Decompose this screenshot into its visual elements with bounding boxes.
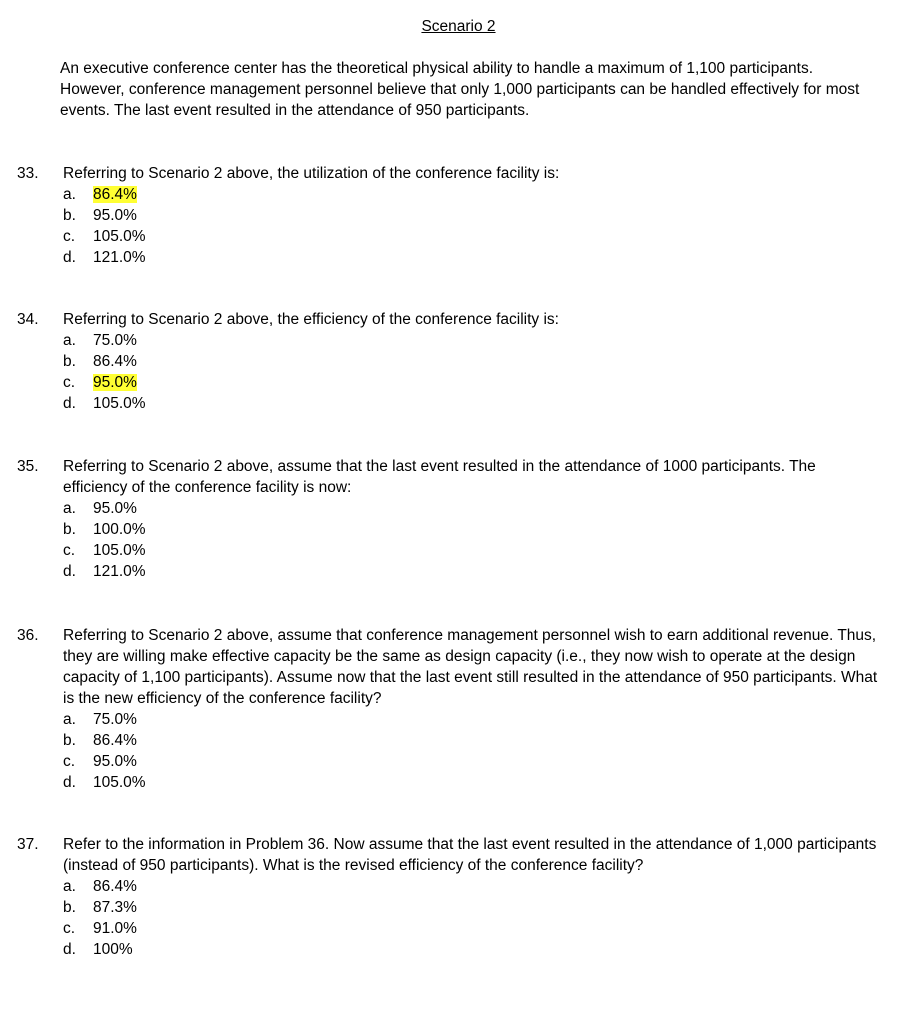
option-a	[63, 876, 897, 897]
option-text: 95.0%	[93, 207, 137, 224]
option-d	[63, 393, 897, 414]
option-a	[63, 709, 897, 730]
option-text: 75.0%	[93, 711, 137, 728]
option-text: 105.0%	[93, 228, 146, 245]
option-text: 95.0%	[93, 753, 137, 770]
option-letter: b.	[63, 353, 76, 370]
option-letter: b.	[63, 207, 76, 224]
option-letter: c.	[63, 228, 76, 245]
option-text: 86.4%	[93, 353, 137, 370]
option-letter: b.	[63, 732, 76, 749]
option-b	[63, 205, 897, 226]
option-b	[63, 351, 897, 372]
option-c	[63, 226, 897, 247]
question-37	[17, 834, 897, 960]
option-b	[63, 519, 897, 540]
option-letter: d.	[63, 774, 76, 791]
option-letter: d.	[63, 395, 76, 412]
question-number: 37.	[17, 836, 39, 853]
option-c	[63, 918, 897, 939]
option-text: 86.4%	[93, 878, 137, 895]
option-d	[63, 772, 897, 793]
answer-options	[63, 330, 897, 414]
option-text: 105.0%	[93, 395, 146, 412]
option-text: 87.3%	[93, 899, 137, 916]
option-text: 105.0%	[93, 542, 146, 559]
option-a	[63, 184, 897, 205]
option-letter: d.	[63, 249, 76, 266]
option-letter: b.	[63, 521, 76, 538]
option-c	[63, 372, 897, 393]
option-text: 75.0%	[93, 332, 137, 349]
option-d	[63, 561, 897, 582]
option-text: 121.0%	[93, 249, 146, 266]
option-letter: c.	[63, 753, 76, 770]
answer-options	[63, 184, 897, 268]
option-d	[63, 939, 897, 960]
option-letter: d.	[63, 941, 76, 958]
answer-options	[63, 498, 897, 582]
question-number: 34.	[17, 311, 39, 328]
option-letter: c.	[63, 920, 76, 937]
option-letter: b.	[63, 899, 76, 916]
option-a	[63, 330, 897, 351]
option-text: 86.4%	[93, 732, 137, 749]
question-text: Refer to the information in Problem 36. Now assume that the last event resulted in the attendance of 1,000 participants (instead of 950 participants). What is the revised efficiency of the conference facility?	[63, 836, 877, 874]
option-c	[63, 540, 897, 561]
option-letter: a.	[63, 500, 76, 517]
option-text: 86.4%	[93, 186, 137, 203]
option-text: 100%	[93, 941, 133, 958]
option-text: 100.0%	[93, 521, 146, 538]
option-letter: a.	[63, 878, 76, 895]
question-number: 35.	[17, 458, 39, 475]
option-d	[63, 247, 897, 268]
question-35	[17, 456, 897, 582]
question-34	[17, 309, 897, 414]
question-text: Referring to Scenario 2 above, the utilization of the conference facility is:	[63, 165, 560, 182]
question-number: 36.	[17, 627, 39, 644]
answer-options	[63, 876, 897, 960]
question-36	[17, 625, 897, 793]
option-text: 95.0%	[93, 500, 137, 517]
question-text: Referring to Scenario 2 above, assume that the last event resulted in the attendance of 1000 participants. The efficiency of the conference facility is now:	[63, 458, 816, 496]
question-33	[17, 163, 897, 268]
option-text: 95.0%	[93, 374, 137, 391]
option-text: 105.0%	[93, 774, 146, 791]
option-c	[63, 751, 897, 772]
option-letter: c.	[63, 374, 76, 391]
option-letter: c.	[63, 542, 76, 559]
scenario-title: Scenario 2	[421, 18, 496, 35]
option-b	[63, 730, 897, 751]
option-text: 91.0%	[93, 920, 137, 937]
scenario-description: An executive conference center has the theoretical physical ability to handle a maximum of 1,100 participants. However, conference management personnel believe that only 1,000 participants can be handled effectively for most events. The last event resulted in the attendance of 950 participants.	[60, 60, 860, 119]
option-letter: a.	[63, 332, 76, 349]
option-letter: a.	[63, 186, 76, 203]
question-text: Referring to Scenario 2 above, assume that conference management personnel wish to earn additional revenue. Thus, they are willing make effective capacity be the same as design capacity (i.e., they now wish to operate at the design capacity of 1,100 participants). Assume now that the last event still resulted in the attendance of 950 participants. What is the new efficiency of the conference facility?	[63, 627, 878, 707]
answer-options	[63, 709, 897, 793]
option-letter: a.	[63, 711, 76, 728]
question-text: Referring to Scenario 2 above, the efficiency of the conference facility is:	[63, 311, 559, 328]
option-a	[63, 498, 897, 519]
option-b	[63, 897, 897, 918]
option-letter: d.	[63, 563, 76, 580]
question-number: 33.	[17, 165, 39, 182]
option-text: 121.0%	[93, 563, 146, 580]
